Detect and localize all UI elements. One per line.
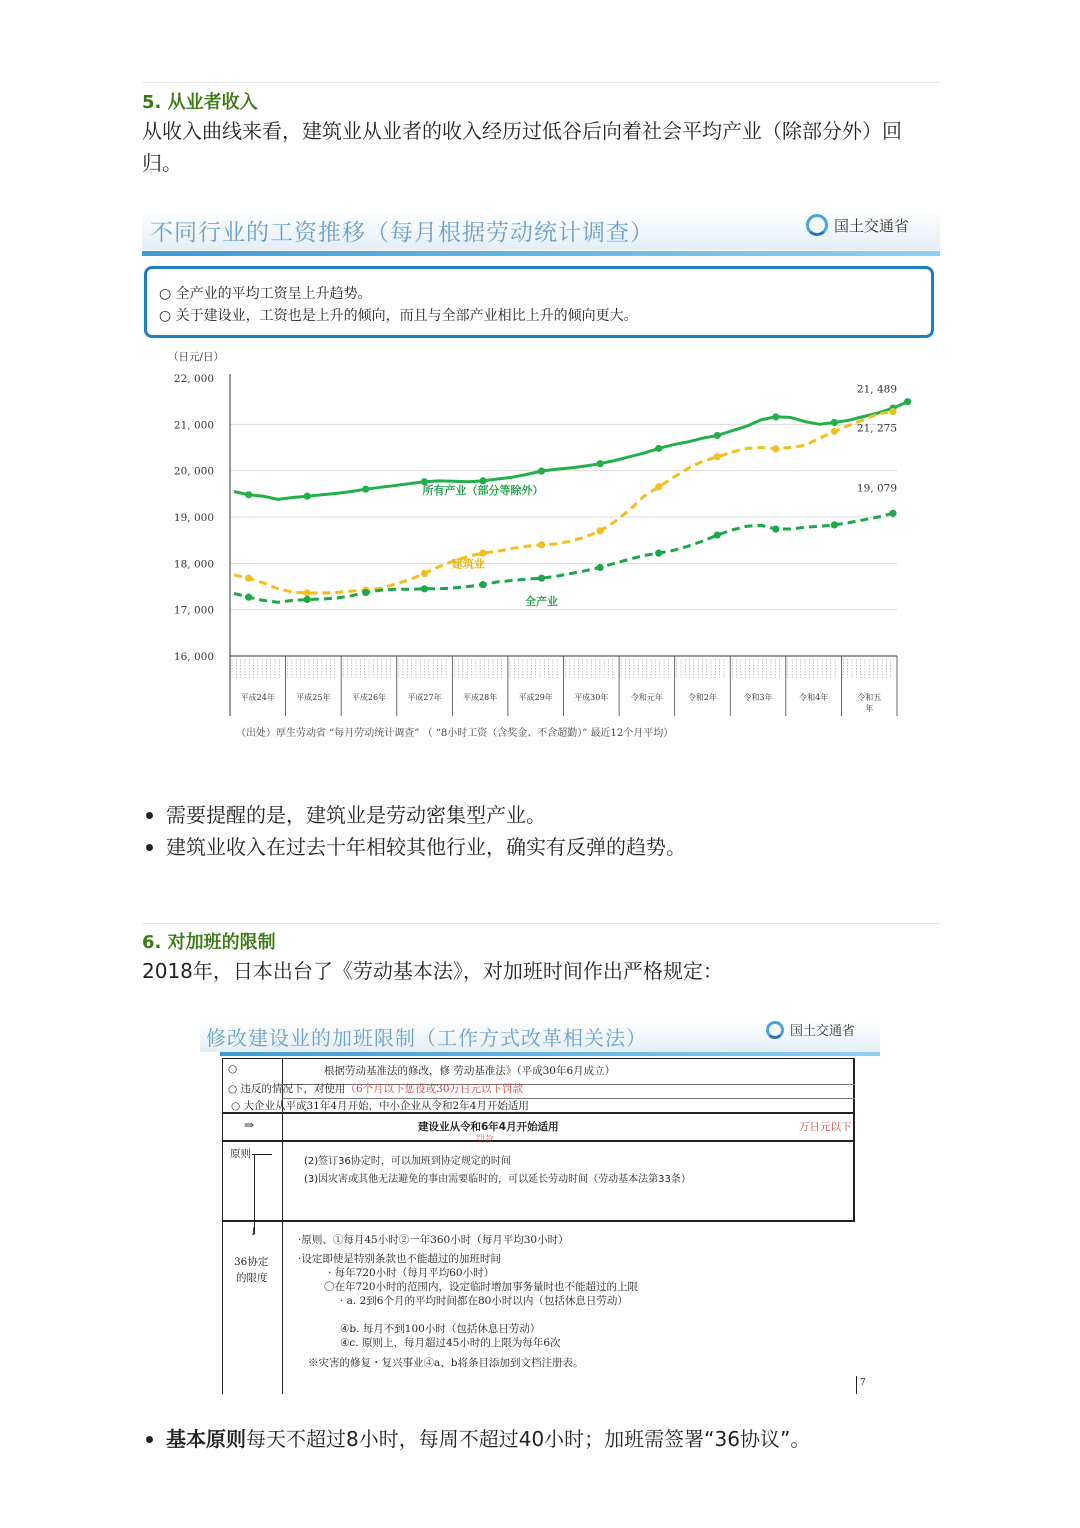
table-rule (222, 1220, 855, 1222)
list-item: 需要提醒的是，建筑业是劳动密集型产业。 (142, 799, 942, 831)
row-text: ※灾害的修复・复兴事业④a、b将条目添加到文档注册表。 (308, 1357, 584, 1369)
data-label: 21, 275 (856, 422, 897, 435)
data-label: 21, 489 (856, 383, 897, 396)
data-point (538, 541, 545, 548)
table-rule (853, 1058, 855, 1220)
section-title: 5. 从业者收入 (142, 92, 258, 113)
data-point (362, 589, 369, 596)
row-text: 〇在年720小时的范围内，设定临时增加事务量时也不能超过的上限 (324, 1281, 639, 1293)
source-note: （出处）厚生劳动省 “每月劳动统计调查” （ “8小时工资（含奖金、不含超勤）” 最近12个月平均） (236, 728, 674, 739)
row-text: ○ (228, 1063, 238, 1075)
row-text: ·设定即使是特别条款也不能超过的加班时间 (298, 1253, 501, 1265)
row-label: 原则 (230, 1148, 251, 1160)
x-tick-label: 平成25年 (296, 693, 331, 702)
data-point (597, 527, 604, 534)
row-text: ○ 大企业从平成31年4月开始，中小企业从令和2年4月开始适用 (231, 1100, 529, 1112)
logo-text: 国土交通省 (790, 1024, 856, 1039)
data-point (904, 398, 911, 405)
data-point (304, 589, 311, 596)
list-item: 基本原则每天不超过8小时，每周不超过40小时；加班需签署“36协议”。 (142, 1423, 942, 1455)
data-point (655, 445, 662, 452)
wage-chart (142, 348, 940, 728)
row-text: ④b. 每月不到100小时（包括休息日劳动） (340, 1323, 541, 1335)
row-text: · 每年720小时（每月平均60小时） (328, 1267, 495, 1279)
slide-title: 修改建设业的加班限制（工作方式改革相关法） (206, 1026, 647, 1050)
series-label: 全产业 (525, 595, 559, 609)
connector-line (254, 1154, 255, 1234)
x-tick-label: 平成24年 (240, 693, 275, 702)
divider (142, 923, 940, 924)
y-tick-label: 16, 000 (173, 651, 214, 663)
data-point (831, 428, 838, 435)
mlit-logo-icon (806, 214, 828, 236)
data-point (772, 413, 779, 420)
summary-box (144, 266, 934, 338)
data-point (714, 432, 721, 439)
series-label: 建筑业 (451, 557, 485, 571)
circle-bullet-icon: ○ (159, 308, 176, 324)
data-point (245, 575, 252, 582)
series-line (234, 412, 893, 593)
row-heading: 建设业从令和6年4月开始适用 (418, 1121, 559, 1133)
data-point (714, 531, 721, 538)
data-point (362, 486, 369, 493)
list-item: 建筑业收入在过去十年相较其他行业，确实有反弹的趋势。 (142, 831, 942, 863)
table-rule (222, 1140, 855, 1142)
slide-title: 不同行业的工资推移（每月根据劳动统计调查） (150, 220, 654, 246)
y-tick-label: 22, 000 (173, 373, 214, 385)
title-underline (142, 251, 940, 256)
y-tick-label: 18, 000 (173, 558, 214, 571)
summary-line: ○ 关于建设业，工资也是上升的倾向，而且与全部产业相比上升的倾向更大。 (159, 308, 638, 324)
arrow-icon: ⇒ (244, 1118, 255, 1132)
x-tick-label: 平成28年 (463, 693, 498, 702)
y-axis-label: （日元/日） (168, 351, 225, 363)
paragraph-line: 从收入曲线来看，建筑业从业者的收入经历过低谷后向着社会平均产业（除部分外）回 (142, 119, 902, 143)
y-tick-label: 21, 000 (173, 419, 214, 432)
row-label: 36协定 (234, 1256, 269, 1268)
data-point (538, 575, 545, 582)
data-point (421, 570, 428, 577)
data-point (245, 594, 252, 601)
x-tick-label: 平成27年 (407, 693, 442, 702)
x-tick-label: 令和4年 (799, 693, 829, 702)
row-text: 根据劳动基准法的修改，修 劳动基准法》（平成30年6月成立） (324, 1065, 616, 1077)
series-line (234, 402, 908, 500)
bullet-list (142, 799, 942, 863)
x-tick-label: 平成29年 (518, 693, 553, 702)
data-point (245, 491, 252, 498)
series-line (234, 513, 893, 602)
circle-bullet-icon: ○ (159, 286, 176, 302)
summary-line: ○ 全产业的平均工资呈上升趋势。 (159, 286, 372, 302)
row-text: ④c. 原则上，每月超过45小时的上限为每年6次 (340, 1337, 561, 1349)
connector-line (252, 1154, 272, 1155)
wage-slide (142, 204, 940, 750)
row-text: (2)签订36协定时，可以加班到协定规定的时间 (304, 1156, 511, 1167)
y-tick-label: 17, 000 (173, 604, 214, 617)
data-point (597, 460, 604, 467)
x-tick-label: 令和五 (857, 693, 882, 702)
data-point (772, 525, 779, 532)
mlit-logo-icon (766, 1021, 784, 1039)
row-label: 的限度 (236, 1272, 268, 1284)
x-tick-label: 令和3年 (743, 693, 773, 702)
row-heading-note: 万日元以下 (799, 1121, 852, 1133)
data-point (889, 510, 896, 517)
title-underline (220, 1052, 880, 1056)
row-text: (3)因灾害或其他无法避免的事由需要临时的，可以延长劳动时间（劳动基本法第33条） (304, 1174, 691, 1185)
mlit-logo (806, 214, 909, 236)
data-point (655, 550, 662, 557)
series-label: 所有产业（部分等除外） (422, 483, 544, 497)
row-heading-note: 罚款 (476, 1135, 495, 1145)
data-point (304, 596, 311, 603)
arrow-down-icon: ↓ (249, 1226, 258, 1238)
data-point (538, 468, 545, 475)
overtime-slide (200, 1016, 880, 1396)
y-tick-label: 20, 000 (173, 465, 214, 478)
bullet-list (142, 1423, 942, 1455)
paragraph (142, 115, 942, 179)
table-rule (856, 1376, 857, 1394)
page-number: 7 (860, 1378, 866, 1388)
data-point (304, 493, 311, 500)
data-point (889, 408, 896, 415)
data-point (421, 585, 428, 592)
data-point (479, 581, 486, 588)
data-label: 19, 079 (856, 482, 897, 495)
data-point (479, 550, 486, 557)
divider (142, 82, 940, 83)
data-point (831, 521, 838, 528)
paragraph: 2018年，日本出台了《劳动基本法》，对加班时间作出严格规定： (142, 959, 723, 983)
data-point (714, 453, 721, 460)
row-text: ·原则、①每月45小时②一年360小时（每月平均30小时） (298, 1234, 569, 1246)
x-tick-label: 令和元年 (630, 693, 663, 702)
row-text: · a. 2到6个月的平均时间都在80小时以内（包括休息日劳动） (340, 1295, 628, 1307)
data-point (655, 483, 662, 490)
x-tick-label: 平成30年 (574, 693, 609, 702)
data-point (831, 419, 838, 426)
x-tick-label: 令和2年 (687, 693, 718, 702)
mlit-logo (766, 1020, 855, 1039)
logo-text: 国土交通省 (834, 216, 910, 235)
data-point (772, 445, 779, 452)
y-tick-label: 19, 000 (173, 512, 214, 524)
row-text: ○ 违反的情况下，对使用（6个月以下惩役或30万日元以下罚款 (228, 1083, 524, 1095)
paragraph-line: 归。 (142, 151, 182, 175)
data-point (597, 564, 604, 571)
x-tick-label: 平成26年 (351, 693, 387, 702)
emphasis: 基本原则 (166, 1427, 246, 1451)
section-title: 6. 对加班的限制 (142, 932, 276, 953)
x-tick-label: 年 (865, 704, 874, 713)
